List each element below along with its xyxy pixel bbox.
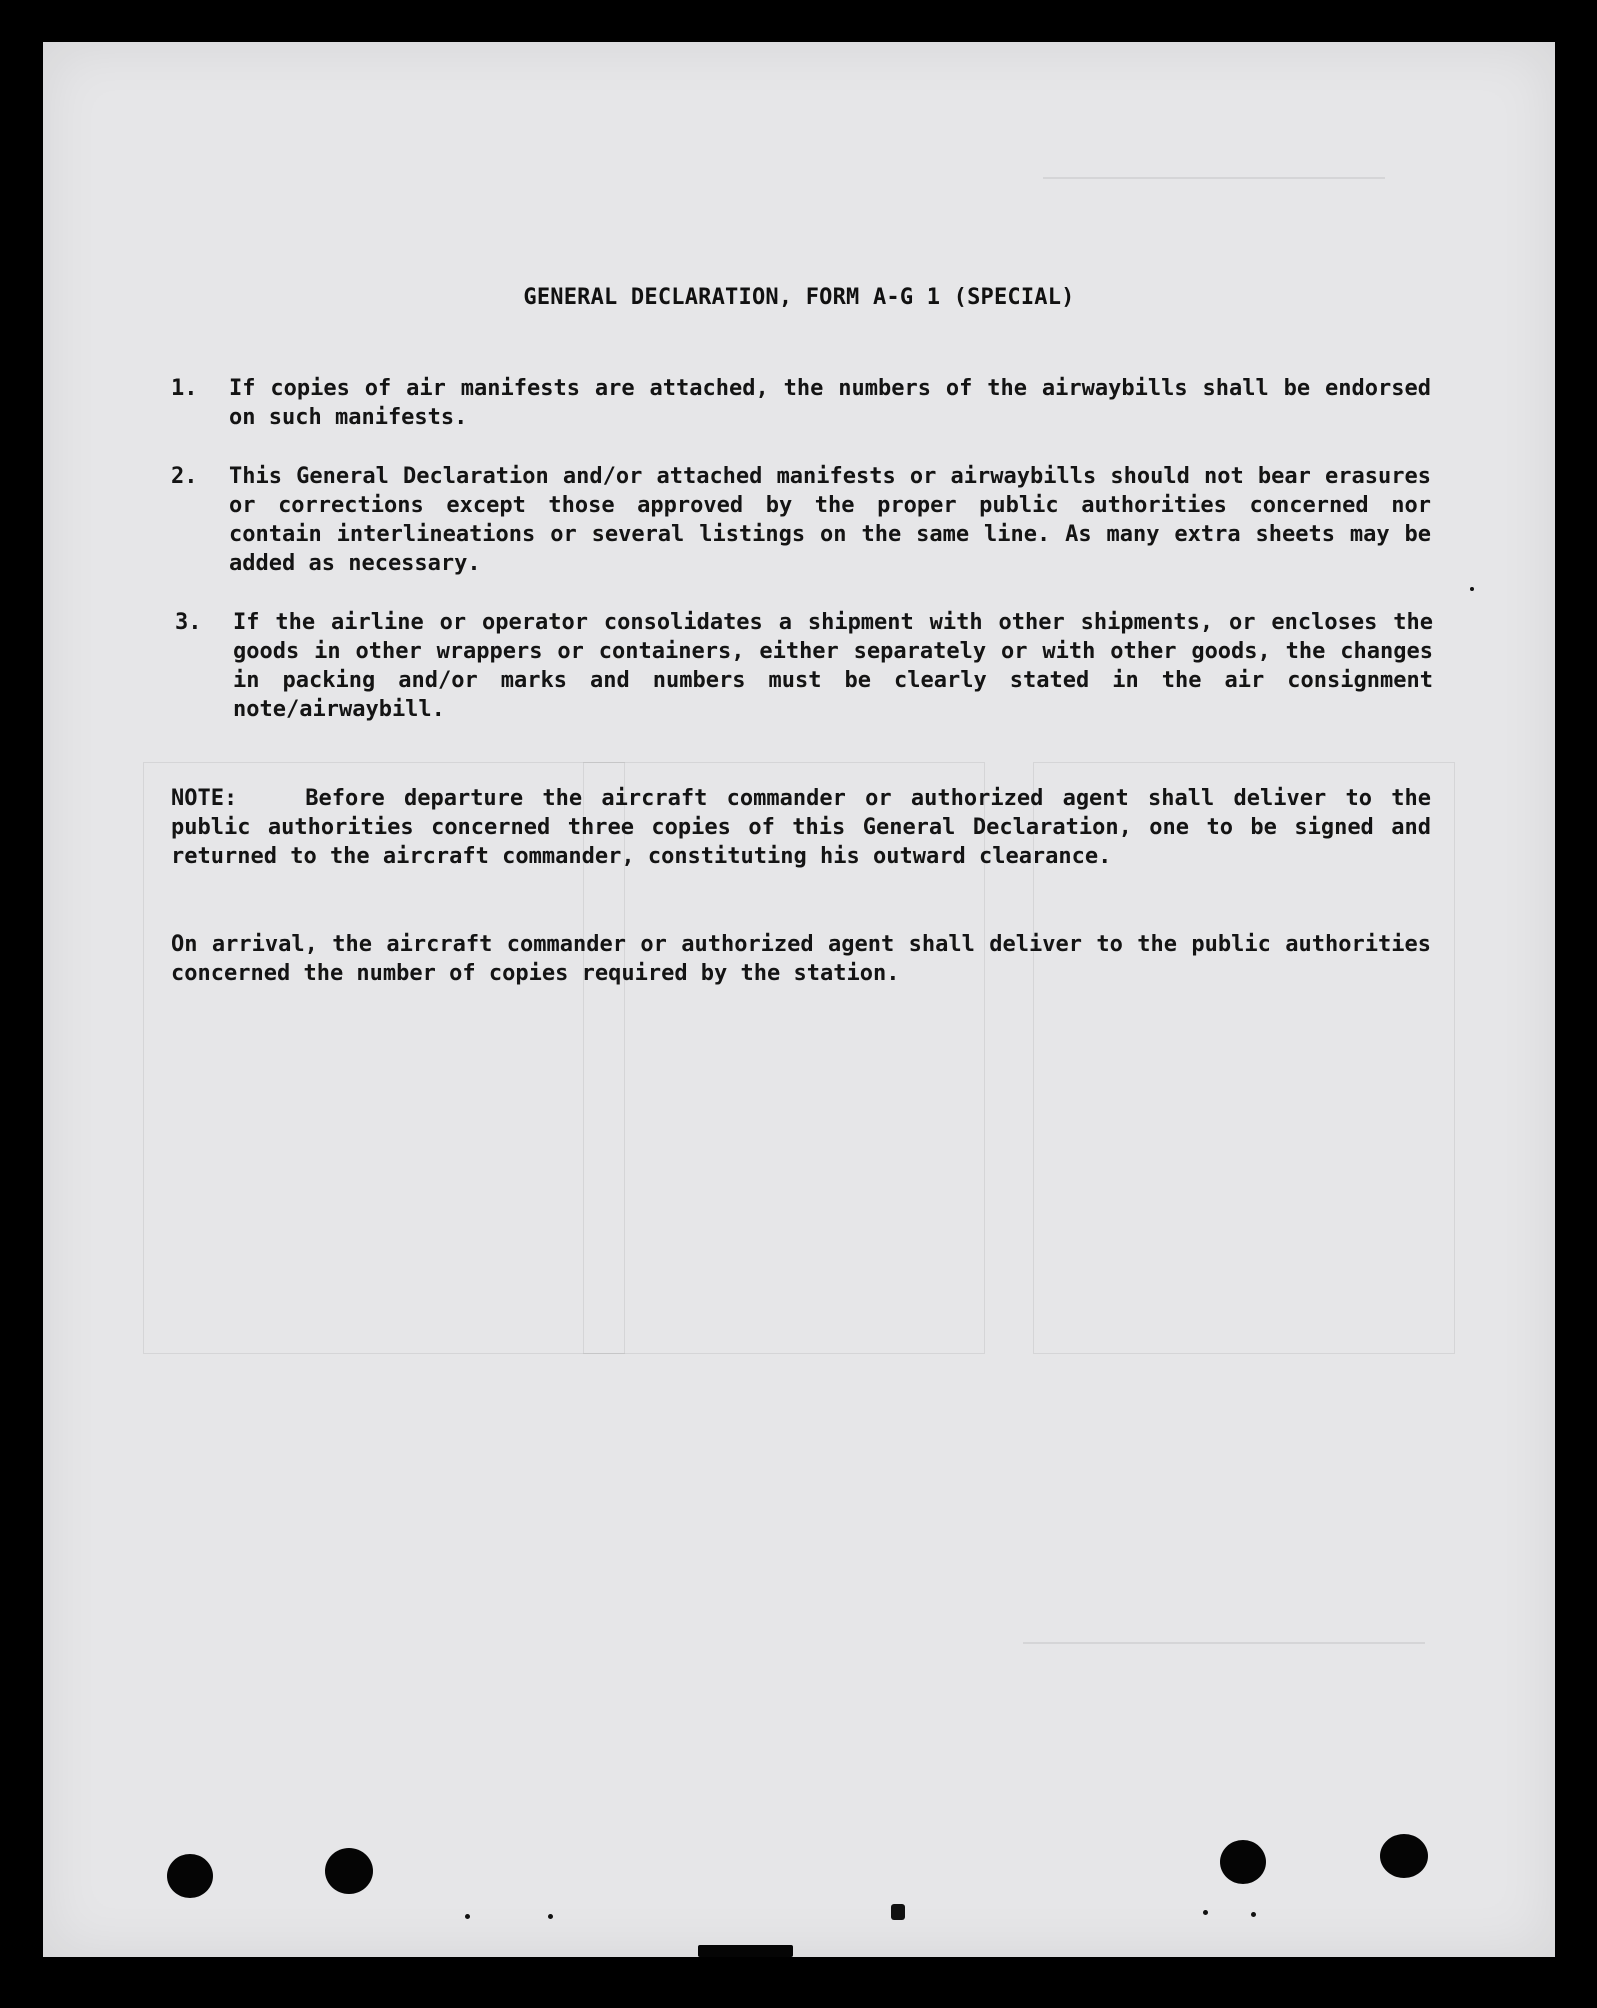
instruction-number: 3. bbox=[175, 610, 202, 635]
instruction-number: 2. bbox=[171, 464, 198, 489]
instruction-text: This General Declaration and/or attached manifests or airwaybills should not bear erasures or corrections except those approved by the proper public authorities concerned nor contain interlineations or several listings on the same line. As many extra sheets may be added as necessary. bbox=[229, 464, 1431, 576]
document-page bbox=[43, 42, 1555, 1957]
note-text: Before departure the aircraft commander or authorized agent shall deliver to the public authorities concerned three copies of this General Declaration, one to be signed and returned to the aircraft commander, constituting his outward clearance. bbox=[171, 786, 1431, 869]
showthrough-rule-2 bbox=[1023, 1642, 1425, 1644]
instruction-item-3 bbox=[175, 608, 1433, 724]
note-paragraph bbox=[171, 784, 1431, 871]
showthrough-rule-1 bbox=[1043, 177, 1385, 179]
punch-hole bbox=[1380, 1834, 1428, 1878]
instruction-text: If the airline or operator consolidates a shipment with other shipments, or encloses the goods in other wrappers or containers, either separately or with other goods, the changes in packing and/or marks and numbers must be clearly stated in the air consignment note/airwaybill. bbox=[233, 610, 1433, 722]
punch-hole bbox=[1220, 1840, 1266, 1884]
arrival-paragraph: On arrival, the aircraft commander or authorized agent shall deliver to the public authorities concerned the number of copies required by the station. bbox=[171, 932, 1431, 986]
speck bbox=[1470, 587, 1474, 591]
speck bbox=[1251, 1912, 1256, 1917]
instruction-text: If copies of air manifests are attached, the numbers of the airwaybills shall be endorsed on such manifests. bbox=[229, 376, 1431, 430]
speck bbox=[1203, 1910, 1208, 1915]
note-label: NOTE: bbox=[171, 786, 238, 811]
speck bbox=[465, 1914, 470, 1919]
speck bbox=[548, 1914, 553, 1919]
instruction-item-1 bbox=[171, 374, 1431, 432]
punch-hole bbox=[325, 1848, 373, 1894]
punch-hole bbox=[167, 1854, 213, 1898]
document-title: GENERAL DECLARATION, FORM A-G 1 (SPECIAL) bbox=[523, 285, 1075, 310]
instruction-number: 1. bbox=[171, 376, 198, 401]
torn-edge bbox=[698, 1945, 793, 1957]
instruction-item-2 bbox=[171, 462, 1431, 578]
speck bbox=[891, 1904, 905, 1920]
